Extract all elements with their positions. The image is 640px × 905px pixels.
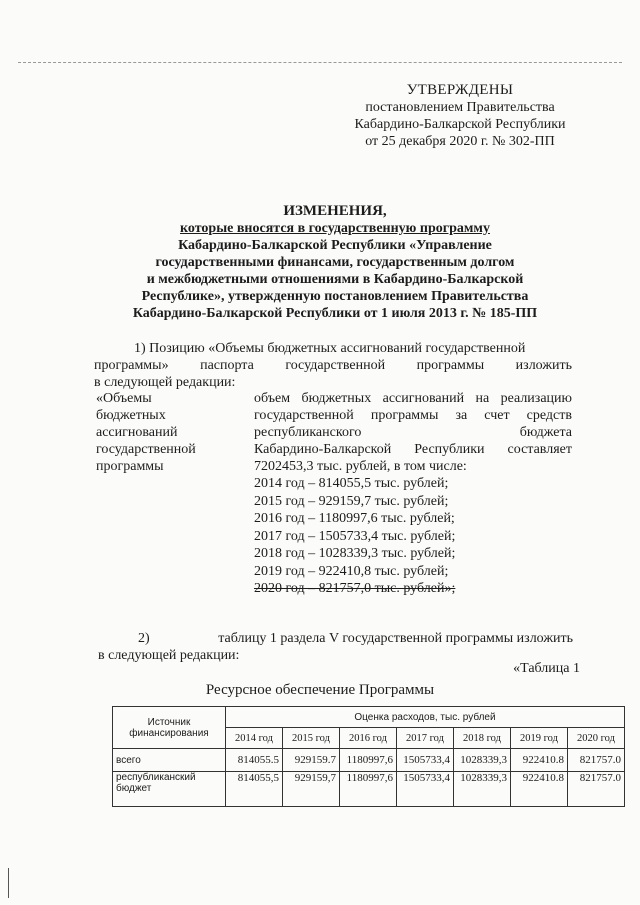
passport-years <box>254 475 572 598</box>
year-header: 2019 год <box>511 728 568 749</box>
year-line: 2014 год – 814055,5 тыс. рублей; <box>254 476 449 491</box>
table-title: Ресурсное обеспечение Программы <box>205 682 435 698</box>
year-header: 2018 год <box>454 728 511 749</box>
table-cell: 922410.8 <box>511 749 568 772</box>
year-header: 2014 год <box>226 728 283 749</box>
title-line: Кабардино-Балкарской Республики от 1 июля 2013 г. № 185-ПП <box>132 306 538 321</box>
table-cell: 814055.5 <box>226 749 283 772</box>
word: таблицу 1 раздела V государственной программы изложить <box>218 631 573 646</box>
approval-line: Кабардино-Балкарской Республики <box>354 117 566 132</box>
passport-label-line: бюджетных <box>96 408 166 423</box>
row-label: всего <box>113 749 226 772</box>
word: паспорта <box>200 358 254 373</box>
passport-label-line: ассигнований <box>96 425 178 440</box>
table-cell: 929159.7 <box>283 749 340 772</box>
resource-table <box>112 706 625 807</box>
passport-total: 7202453,3 тыс. рублей, в том числе: <box>254 459 467 474</box>
row-label: республиканский бюджет <box>113 772 226 807</box>
title-line: Республике», утвержденную постановлением Правительства <box>141 289 529 304</box>
passport-label-line: программы <box>96 459 164 474</box>
title-line: и межбюджетными отношениями в Кабардино-Балкарской <box>146 272 524 287</box>
passport-value-line: государственной программы за счет средств <box>254 408 572 423</box>
item-1-line: в следующей редакции: <box>94 375 236 390</box>
item-1-paragraph <box>94 340 572 391</box>
estimate-header: Оценка расходов, тыс. рублей <box>226 707 625 728</box>
year-line: 2018 год – 1028339,3 тыс. рублей; <box>254 546 456 561</box>
table-cell: 1028339,3 <box>454 772 511 807</box>
approval-line: от 25 декабря 2020 г. № 302-ПП <box>365 134 555 149</box>
approval-heading: УТВЕРЖДЕНЫ <box>406 82 514 98</box>
item-2-paragraph <box>98 630 573 664</box>
year-line: 2020 год – 821757,0 тыс. рублей»; <box>254 581 456 596</box>
source-header: Источник финансирования <box>113 707 226 749</box>
passport-value <box>254 390 572 598</box>
year-header: 2015 год <box>283 728 340 749</box>
word: 2) <box>138 631 150 646</box>
passport-value-line: Кабардино-Балкарской Республики составляет <box>254 442 572 457</box>
passport-label-line: государственной <box>96 442 196 457</box>
table-header-row <box>113 707 625 728</box>
approval-line: постановлением Правительства <box>365 100 555 115</box>
item-1-line: 1) Позицию «Объемы бюджетных ассигнований государственной <box>134 341 526 356</box>
title-line: государственными финансами, государственным долгом <box>155 255 515 270</box>
table-cell: 821757.0 <box>568 772 625 807</box>
passport-value-line: объем бюджетных ассигнований на реализацию <box>254 391 572 406</box>
year-line: 2015 год – 929159,7 тыс. рублей; <box>254 493 449 509</box>
item-1-line-justified <box>94 357 572 374</box>
year-line: 2016 год – 1180997,6 тыс. рублей; <box>254 511 455 526</box>
word: программы» <box>94 358 169 373</box>
table-number-label: «Таблица 1 <box>513 661 580 676</box>
table-cell: 929159,7 <box>283 772 340 807</box>
word: изложить <box>515 358 572 373</box>
passport-label <box>96 390 236 475</box>
document-title <box>70 203 600 322</box>
table-cell: 1505733,4 <box>397 772 454 807</box>
table-cell: 922410.8 <box>511 772 568 807</box>
table-row <box>113 749 625 772</box>
top-dashed-line <box>18 62 622 63</box>
title-main: ИЗМЕНЕНИЯ, <box>283 203 387 219</box>
table-cell: 821757.0 <box>568 749 625 772</box>
year-line: 2017 год – 1505733,4 тыс. рублей; <box>254 528 456 544</box>
table-cell: 814055,5 <box>226 772 283 807</box>
year-line: 2019 год – 922410,8 тыс. рублей; <box>254 563 449 579</box>
table-cell: 1180997,6 <box>340 772 397 807</box>
title-line: Кабардино-Балкарской Республики «Управление <box>178 238 492 253</box>
table-row <box>113 772 625 807</box>
title-line: которые вносятся в государственную программу <box>180 221 490 236</box>
item-2-line: в следующей редакции: <box>98 648 240 663</box>
approval-block <box>330 82 590 150</box>
year-header: 2016 год <box>340 728 397 749</box>
table-cell: 1180997,6 <box>340 749 397 772</box>
passport-value-line: республиканского бюджета <box>254 425 572 440</box>
scan-margin-mark <box>8 868 9 898</box>
word: программы <box>416 358 485 373</box>
year-header: 2020 год <box>568 728 625 749</box>
item-2-line-justified <box>98 630 573 647</box>
passport-label-line: «Объемы <box>96 391 152 406</box>
table-cell: 1505733,4 <box>397 749 454 772</box>
word: государственной <box>285 358 386 373</box>
table-cell: 1028339,3 <box>454 749 511 772</box>
year-header: 2017 год <box>397 728 454 749</box>
